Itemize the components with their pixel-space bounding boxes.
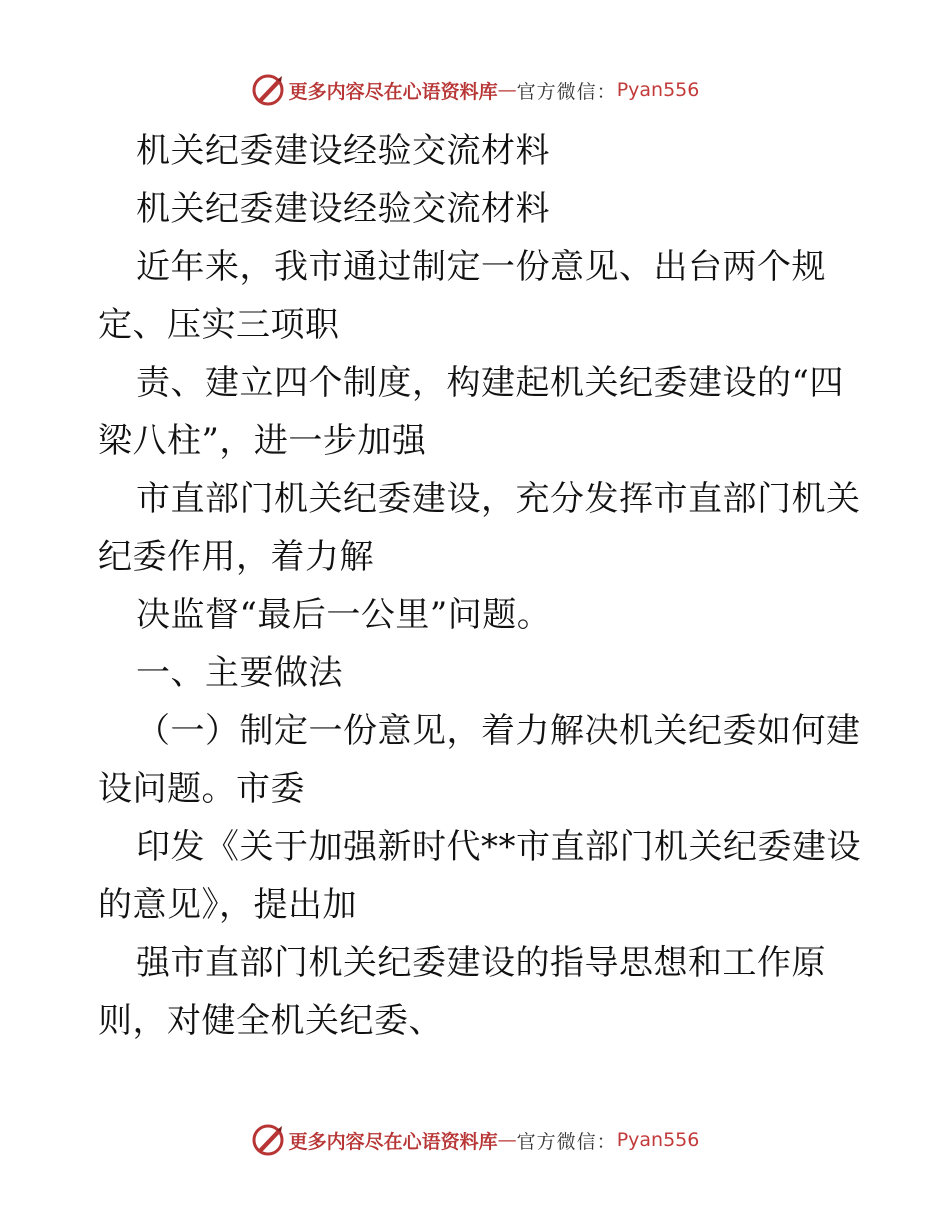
wechat-id: Pyan556 bbox=[616, 1129, 700, 1151]
wechat-label: 官方微信： bbox=[516, 80, 617, 103]
text-line: 决监督“最后一公里”问题。 bbox=[136, 595, 552, 635]
watermark-header bbox=[0, 70, 950, 110]
document-title-repeat: 机关纪委建设经验交流材料 bbox=[136, 189, 550, 229]
text-line: 强市直部门机关纪委建设的指导思想和工作原 bbox=[136, 943, 826, 983]
watermark-footer bbox=[0, 1120, 950, 1160]
text-line: 近年来，我市通过制定一份意见、出台两个规 bbox=[136, 247, 826, 287]
wechat-label: 官方微信： bbox=[516, 1130, 617, 1153]
text-line: 的意见》，提出加 bbox=[98, 885, 357, 925]
text-line: 定、压实三项职 bbox=[98, 305, 340, 345]
quill-logo-icon bbox=[251, 1123, 285, 1157]
quill-logo-icon bbox=[251, 73, 285, 107]
separator-dash: — bbox=[497, 1129, 517, 1151]
text-line: 则，对健全机关纪委、 bbox=[98, 1001, 443, 1041]
text-line: 纪委作用，着力解 bbox=[98, 537, 374, 577]
site-name: 更多内容尽在心语资料库 bbox=[288, 1130, 498, 1153]
document-body bbox=[98, 122, 861, 1050]
section-heading: 一、主要做法 bbox=[136, 653, 343, 693]
text-line: 印发《关于加强新时代**市直部门机关纪委建设 bbox=[136, 827, 861, 867]
text-line: 责、建立四个制度，构建起机关纪委建设的“四 bbox=[136, 363, 844, 403]
text-line: 梁八柱”，进一步加强 bbox=[98, 421, 427, 461]
subsection-heading: （一）制定一份意见，着力解决机关纪委如何建 bbox=[136, 711, 861, 751]
separator-dash: — bbox=[497, 79, 517, 101]
text-line: 市直部门机关纪委建设，充分发挥市直部门机关 bbox=[136, 479, 861, 519]
site-name: 更多内容尽在心语资料库 bbox=[288, 80, 498, 103]
document-title: 机关纪委建设经验交流材料 bbox=[136, 131, 550, 171]
wechat-id: Pyan556 bbox=[616, 79, 700, 101]
text-line: 设问题。市委 bbox=[98, 769, 305, 809]
